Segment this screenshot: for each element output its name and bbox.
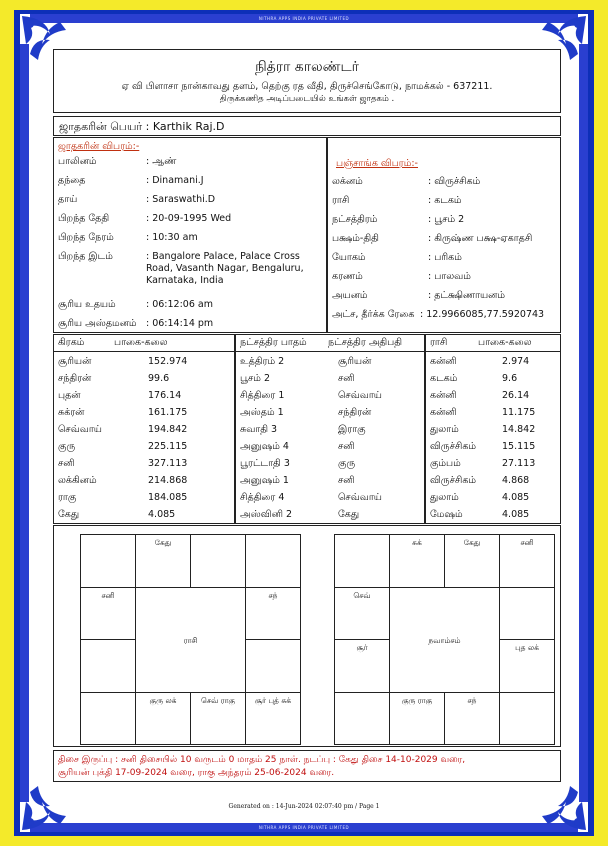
graha-table-header [54,335,234,352]
table-cell: 161.175 [148,407,188,418]
chart-house: சூர் புத் சுக் [245,692,301,746]
detail-label: சூரிய அஸ்தமனம் [58,318,137,329]
table-cell: பூசம் 2 [240,373,271,384]
table-cell: 327.113 [148,458,188,469]
table-cell: 214.868 [148,475,188,486]
rasi-chart [80,534,300,744]
chart-house [80,692,136,746]
table-cell: 99.6 [148,373,170,384]
chart-house: சுக் [389,534,445,588]
chart-house: புத லக் [499,639,555,693]
col-header: கிரகம் [58,337,85,348]
chart-house: செவ் ராகு [190,692,246,746]
table-cell: 27.113 [502,458,536,469]
panchangam-value: : 12.9966085,77.5920743 [420,309,545,320]
table-cell: 184.085 [148,492,188,503]
chart-house [334,534,390,588]
table-cell: அஸ்வினி 2 [240,509,292,520]
panchangam-value: : கிருஷ்ண பக்ஷ-ஏகாதசி [428,233,533,244]
chart-house: சந் [245,587,301,641]
chart-house: சூர் [334,639,390,693]
rasi-table-header [426,335,560,352]
table-cell: துலாம் [430,492,459,503]
chart-house: சனி [80,587,136,641]
table-cell: ராகு [58,492,77,503]
table-cell: சித்திரை 4 [240,492,285,503]
table-cell: உத்திரம் 2 [240,356,285,367]
table-cell: 11.175 [502,407,536,418]
table-cell: செவ்வாய் [338,492,382,503]
rasi-table [425,334,561,524]
table-cell: 2.974 [502,356,530,367]
generated-note: Generated on : 14-Jun-2024 02:07:40 pm / Page 1 [228,803,380,810]
table-cell: கன்னி [430,356,457,367]
dasa-footer [53,750,561,782]
table-cell: 4.868 [502,475,530,486]
panchangam-value: : கடகம் [428,195,462,206]
table-cell: 194.842 [148,424,188,435]
table-cell: சனி [338,475,355,486]
table-cell: 26.14 [502,390,530,401]
panchangam-value: : பூசம் 2 [428,214,465,225]
detail-value: : Dinamani.J [146,175,204,186]
table-cell: 14.842 [502,424,536,435]
table-cell: சூரியன் [338,356,372,367]
table-cell: குரு [58,441,76,452]
panchangam-label: லக்னம் [332,176,363,187]
panchangam-value: : பரிகம் [428,252,462,263]
table-cell: சுவாதி 3 [240,424,278,435]
graha-table [53,334,235,524]
panchangam-label: கரணம் [332,271,363,282]
table-cell: கேது [58,509,80,520]
jathagar-details [53,137,327,333]
chart-house [499,587,555,641]
dasa-line-2: சூரியன் புக்தி 17-09-2024 வரை, ராகு அந்தரம் 25-06-2024 வரை. [58,768,335,778]
panchangam-label: யோகம் [332,252,366,263]
detail-value: : ஆண் [146,156,177,167]
panchangam-value: : விருச்சிகம் [428,176,481,187]
chart-house [190,534,246,588]
table-cell: லக்கினம் [58,475,97,486]
panchangam-label: பக்ஷம்-திதி [332,233,379,244]
panchangam-label: நட்சத்திரம் [332,214,378,225]
table-cell: செவ்வாய் [338,390,382,401]
table-cell: கும்பம் [430,458,461,469]
bottom-banner: NITHRA APPS INDIA PRIVATE LIMITED [30,823,578,832]
table-cell: 15.115 [502,441,536,452]
chart-house [245,534,301,588]
table-cell: குரு [338,458,356,469]
detail-value: : 06:12:06 am [146,299,213,310]
detail-label: பிறந்த இடம் [58,251,113,262]
table-cell: செவ்வாய் [58,424,102,435]
chart-house [245,639,301,693]
table-cell: 9.6 [502,373,518,384]
table-cell: புதன் [58,390,81,401]
table-cell: மேஷம் [430,509,463,520]
detail-label: தாய் [58,194,78,205]
panchangam-section-title: பஞ்சாங்க விபரம்:- [336,158,418,169]
detail-label: சூரிய உதயம் [58,299,116,310]
chart-house: செவ் [334,587,390,641]
subtitle: திருக்கணித அடிப்படையில் உங்கள் ஜாதகம் . [219,94,395,104]
table-cell: சனி [338,373,355,384]
chart-center: ராசி [135,587,246,693]
nakshatra-table-header [236,335,424,352]
detail-value: : 06:14:14 pm [146,318,214,329]
panchangam-label: அட்ச, தீர்க்க ரேகை [332,309,415,320]
chart-house: கேது [135,534,191,588]
chart-house: சனி [499,534,555,588]
table-cell: 176.14 [148,390,182,401]
right-border-band [579,44,588,802]
chart-house [80,639,136,693]
table-cell: சந்திரன் [58,373,92,384]
chart-house: குரு லக் [135,692,191,746]
table-cell: சந்திரன் [338,407,372,418]
chart-house: குரு ராகு [389,692,445,746]
table-cell: விருச்சிகம் [430,475,477,486]
detail-label: பாலினம் [58,156,97,167]
top-banner: NITHRA APPS INDIA PRIVATE LIMITED [30,14,578,23]
table-cell: விருச்சிகம் [430,441,477,452]
detail-value: : Saraswathi.D [146,194,216,205]
col-header: நட்சத்திர பாதம் [240,337,307,348]
detail-value: : 20-09-1995 Wed [146,213,232,224]
dasa-line-1: திசை இருப்பு : சனி திசையில் 10 வருடம் 0 மாதம் 25 நாள். நடப்பு : கேது திசை 14-10-2029 வரை, [58,755,466,765]
col-header: பாகை-கலை [478,337,532,348]
page-title: நித்ரா காலண்டர் [255,59,359,75]
table-cell: 4.085 [502,492,530,503]
table-cell: அனுஷம் 1 [240,475,289,486]
table-cell: 4.085 [148,509,176,520]
chart-house [334,692,390,746]
col-header: பாகை-கலை [114,337,168,348]
chart-house: சந் [444,692,500,746]
table-cell: 152.974 [148,356,188,367]
table-cell: 225.115 [148,441,188,452]
table-cell: கன்னி [430,390,457,401]
detail-label: பிறந்த தேதி [58,213,110,224]
table-cell: சனி [338,441,355,452]
panchangam-value: : தட்க்ஷிணாயனம் [428,290,505,301]
chart-house [499,692,555,746]
table-cell: இராகு [338,424,366,435]
col-header: நட்சத்திர அதிபதி [328,337,403,348]
table-cell: சித்திரை 1 [240,390,285,401]
person-name: ஜாதகரின் பெயர் : Karthik Raj.D [53,116,561,136]
panchangam-value: : பாலவம் [428,271,471,282]
table-cell: கன்னி [430,407,457,418]
table-cell: சனி [58,458,75,469]
table-cell: கேது [338,509,360,520]
panchangam-label: ராசி [332,195,350,206]
left-border-band [20,44,29,802]
table-cell: சூரியன் [58,356,92,367]
detail-value: : 10:30 am [146,232,198,243]
navamsa-chart [334,534,554,744]
panchangam-label: அயனம் [332,290,368,301]
horoscope-sheet [20,14,588,832]
detail-value: : Bangalore Palace, Palace Cross Road, Vasanth Nagar, Bengaluru, Karnataka, India [146,251,304,286]
detail-label: தந்தை [58,175,86,186]
jathagar-section-title: ஜாதகரின் விபரம்:- [58,141,140,152]
address-line: ஏ வி பிளாசா நான்காவது தளம், தெற்கு ரத வீதி, திருச்செங்கோடு, நாமக்கல் - 637211. [121,81,493,92]
detail-label: பிறந்த நேரம் [58,232,114,243]
table-cell: சுக்ரன் [58,407,85,418]
table-cell: துலாம் [430,424,459,435]
nakshatra-table [235,334,425,524]
chart-house [80,534,136,588]
col-header: ராசி [430,337,448,348]
chart-center: நவாம்சம் [389,587,500,693]
panchangam-details [327,137,561,333]
table-cell: கடகம் [430,373,458,384]
table-cell: 4.085 [502,509,530,520]
table-cell: பூரட்டாதி 3 [240,458,290,469]
chart-house: கேது [444,534,500,588]
header-box [53,49,561,113]
table-cell: அனுஷம் 4 [240,441,289,452]
table-cell: அஸ்தம் 1 [240,407,284,418]
